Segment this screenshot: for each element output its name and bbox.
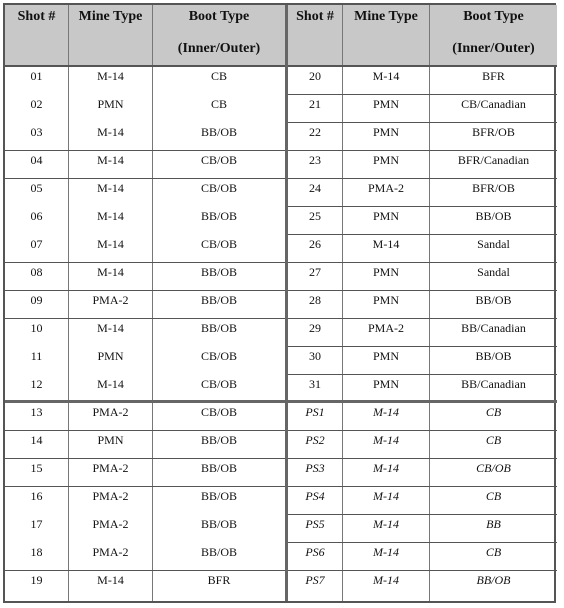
- cell-shot: PS1: [288, 403, 343, 430]
- table-row: [5, 179, 285, 207]
- cell-mine-type: PMA-2: [69, 403, 153, 430]
- table-row: [288, 487, 557, 515]
- cell-mine-type: M-14: [343, 431, 430, 458]
- cell-boot-type: CB/OB: [200, 377, 237, 391]
- cell-shot: 01: [5, 67, 69, 95]
- table-row: [288, 151, 557, 179]
- shot-table: [3, 3, 556, 603]
- table-row: [288, 235, 557, 263]
- cell-shot: 08: [5, 263, 69, 290]
- cell-boot-type: CB: [210, 69, 227, 83]
- cell-mine-type: M-14: [343, 515, 430, 542]
- cell-mine-type: M-14: [69, 319, 153, 347]
- table-row: [5, 459, 285, 487]
- cell-shot: 09: [5, 291, 69, 318]
- cell-mine-type: PMN: [343, 291, 430, 318]
- cell-shot: 25: [288, 207, 343, 234]
- cell-mine-type: PMN: [343, 95, 430, 122]
- header-mine-label: Mine Type: [354, 9, 418, 24]
- table-row: [288, 179, 557, 207]
- table-row: [288, 403, 557, 431]
- cell-shot: PS6: [288, 543, 343, 570]
- cell-shot: PS2: [288, 431, 343, 458]
- cell-mine-type: PMA-2: [69, 515, 153, 543]
- cell-boot-type: CB: [485, 433, 502, 447]
- table-row: [288, 571, 557, 601]
- cell-boot-type: CB/OB: [200, 181, 237, 195]
- table-row: [288, 291, 557, 319]
- cell-mine-type: M-14: [343, 571, 430, 601]
- cell-boot-type: BB/OB: [200, 517, 237, 531]
- cell-shot: 06: [5, 207, 69, 235]
- cell-boot-type: CB: [210, 97, 227, 111]
- cell-shot: 30: [288, 347, 343, 374]
- header-mine-label: Mine Type: [78, 9, 143, 24]
- table-row: [5, 67, 285, 95]
- cell-mine-type: PMN: [343, 263, 430, 290]
- cell-mine-type: M-14: [69, 263, 153, 290]
- table-row: [288, 263, 557, 291]
- header-shot-label: Shot #: [17, 9, 56, 24]
- cell-mine-type: PMA-2: [69, 459, 153, 486]
- cell-boot-type: BB/OB: [200, 461, 237, 475]
- cell-boot-type: BB/OB: [200, 433, 237, 447]
- cell-mine-type: PMN: [343, 375, 430, 400]
- cell-mine-type: PMA-2: [343, 319, 430, 346]
- table-row: [5, 431, 285, 459]
- cell-shot: 02: [5, 95, 69, 123]
- cell-mine-type: M-14: [343, 67, 430, 94]
- table-row: [288, 347, 557, 375]
- cell-shot: 04: [5, 151, 69, 178]
- cell-mine-type: PMN: [69, 95, 153, 123]
- cell-boot-type: BFR: [207, 573, 231, 587]
- header-boot-type: [430, 5, 557, 65]
- cell-mine-type: PMA-2: [343, 179, 430, 206]
- cell-boot-type: BB/OB: [200, 321, 237, 335]
- cell-shot: 05: [5, 179, 69, 207]
- cell-mine-type: M-14: [69, 235, 153, 262]
- cell-boot-type: BFR/OB: [472, 181, 515, 195]
- cell-shot: 20: [288, 67, 343, 94]
- cell-boot-type: CB: [485, 545, 502, 559]
- table-row: [288, 543, 557, 571]
- cell-shot: PS3: [288, 459, 343, 486]
- cell-shot: 31: [288, 375, 343, 400]
- cell-shot: PS5: [288, 515, 343, 542]
- table-row: [288, 459, 557, 487]
- cell-boot-type: CB/OB: [200, 405, 237, 419]
- header-mine-type: [343, 5, 430, 65]
- cell-boot-type: BFR: [482, 69, 505, 83]
- cell-boot-type: BB: [486, 517, 501, 531]
- cell-boot-type: CB/OB: [200, 153, 237, 167]
- table-row: [5, 347, 285, 375]
- table-row: [5, 263, 285, 291]
- cell-shot: 26: [288, 235, 343, 262]
- table-row: [5, 235, 285, 263]
- table-row: [5, 151, 285, 179]
- cell-mine-type: M-14: [343, 543, 430, 570]
- cell-shot: 07: [5, 235, 69, 262]
- table-row: [288, 67, 557, 95]
- table-row: [288, 375, 557, 403]
- cell-shot: 10: [5, 319, 69, 347]
- header-shot: [288, 5, 343, 65]
- table-row: [5, 515, 285, 543]
- cell-shot: 12: [5, 375, 69, 400]
- table-row: [5, 571, 285, 601]
- table-row: [5, 207, 285, 235]
- cell-shot: 11: [5, 347, 69, 375]
- table-left-half: [5, 5, 285, 601]
- cell-shot: 24: [288, 179, 343, 206]
- cell-mine-type: PMN: [343, 347, 430, 374]
- table-row: [5, 543, 285, 571]
- table-header-left: [5, 5, 285, 67]
- cell-boot-type: BB/OB: [475, 293, 512, 307]
- header-mine-type: [69, 5, 153, 65]
- cell-boot-type: BB/OB: [475, 349, 512, 363]
- cell-mine-type: PMN: [343, 123, 430, 150]
- cell-boot-type: BB/OB: [475, 209, 512, 223]
- cell-boot-type: BB/OB: [200, 489, 237, 503]
- cell-shot: 21: [288, 95, 343, 122]
- cell-shot: 22: [288, 123, 343, 150]
- cell-boot-type: CB: [485, 405, 502, 419]
- table-row: [288, 515, 557, 543]
- cell-mine-type: PMN: [69, 347, 153, 375]
- header-boot-line2: (Inner/Outer): [452, 41, 535, 56]
- cell-shot: 23: [288, 151, 343, 178]
- table-row: [5, 319, 285, 347]
- cell-shot: 14: [5, 431, 69, 458]
- cell-shot: PS4: [288, 487, 343, 514]
- table-row: [5, 487, 285, 515]
- table-row: [288, 431, 557, 459]
- cell-mine-type: M-14: [343, 403, 430, 430]
- table-row: [288, 123, 557, 151]
- cell-boot-type: Sandal: [477, 265, 510, 279]
- cell-shot: 27: [288, 263, 343, 290]
- table-right-half: [285, 5, 557, 601]
- cell-mine-type: M-14: [343, 459, 430, 486]
- cell-boot-type: BB/OB: [200, 209, 237, 223]
- cell-shot: 03: [5, 123, 69, 150]
- cell-boot-type: BB/Canadian: [461, 321, 526, 335]
- cell-mine-type: M-14: [69, 207, 153, 235]
- cell-mine-type: PMA-2: [69, 487, 153, 515]
- table-row: [5, 375, 285, 403]
- header-shot-label: Shot #: [296, 9, 334, 24]
- cell-mine-type: M-14: [69, 151, 153, 178]
- cell-boot-type: CB/Canadian: [461, 97, 526, 111]
- cell-boot-type: CB/OB: [200, 349, 237, 363]
- cell-shot: 15: [5, 459, 69, 486]
- cell-mine-type: PMA-2: [69, 543, 153, 570]
- cell-mine-type: PMN: [343, 151, 430, 178]
- cell-mine-type: PMN: [69, 431, 153, 458]
- cell-mine-type: M-14: [69, 67, 153, 95]
- table-row: [5, 291, 285, 319]
- cell-boot-type: BB/OB: [200, 293, 237, 307]
- cell-mine-type: M-14: [69, 123, 153, 150]
- cell-mine-type: M-14: [69, 375, 153, 400]
- cell-mine-type: M-14: [343, 235, 430, 262]
- header-boot-line1: Boot Type: [463, 9, 524, 24]
- cell-mine-type: M-14: [343, 487, 430, 514]
- cell-shot: 29: [288, 319, 343, 346]
- cell-shot: 13: [5, 403, 69, 430]
- table-row: [288, 319, 557, 347]
- cell-boot-type: CB/OB: [200, 237, 237, 251]
- cell-boot-type: BB/Canadian: [461, 377, 526, 391]
- cell-boot-type: BFR/OB: [472, 125, 515, 139]
- table-row: [288, 95, 557, 123]
- table-row: [5, 95, 285, 123]
- header-boot-line1: Boot Type: [188, 9, 250, 24]
- table-row: [5, 403, 285, 431]
- cell-shot: 18: [5, 543, 69, 570]
- cell-boot-type: BB/OB: [476, 573, 511, 587]
- cell-mine-type: PMN: [343, 207, 430, 234]
- cell-mine-type: M-14: [69, 571, 153, 601]
- cell-boot-type: BB/OB: [200, 125, 237, 139]
- table-header-right: [288, 5, 557, 67]
- cell-shot: 28: [288, 291, 343, 318]
- table-row: [288, 207, 557, 235]
- cell-shot: 16: [5, 487, 69, 515]
- cell-shot: 19: [5, 571, 69, 601]
- cell-mine-type: M-14: [69, 179, 153, 207]
- cell-boot-type: Sandal: [477, 237, 510, 251]
- header-boot-line2: (Inner/Outer): [177, 41, 261, 56]
- cell-shot: 17: [5, 515, 69, 543]
- cell-shot: PS7: [288, 571, 343, 601]
- cell-boot-type: BB/OB: [200, 545, 237, 559]
- table-row: [5, 123, 285, 151]
- cell-boot-type: BFR/Canadian: [457, 153, 530, 167]
- cell-boot-type: CB/OB: [476, 461, 511, 475]
- header-boot-type: [153, 5, 285, 65]
- cell-mine-type: PMA-2: [69, 291, 153, 318]
- cell-boot-type: BB/OB: [200, 265, 237, 279]
- cell-boot-type: CB: [485, 489, 502, 503]
- header-shot: [5, 5, 69, 65]
